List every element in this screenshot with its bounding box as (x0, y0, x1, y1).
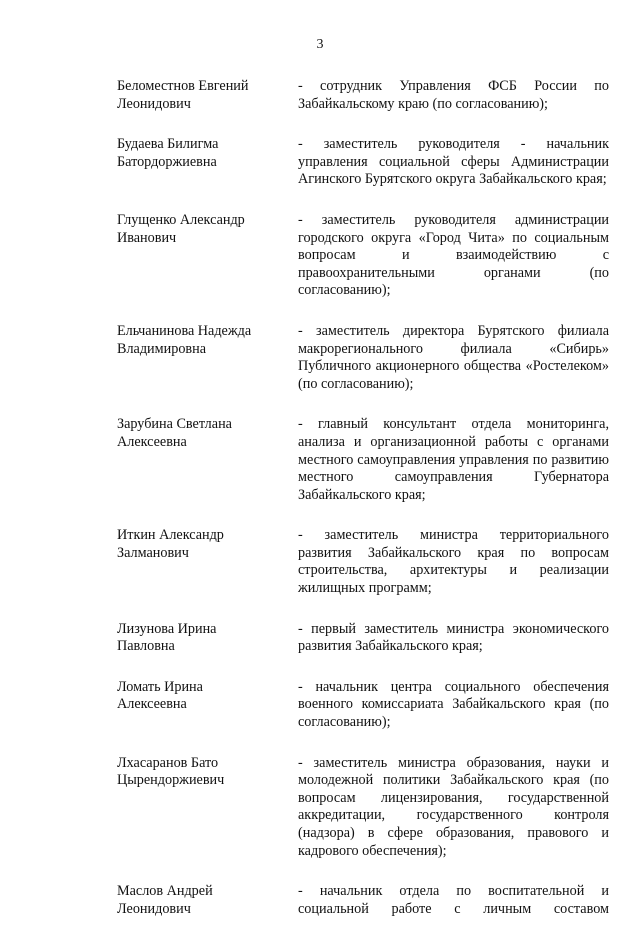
member-name-line-2: Леонидович (117, 900, 191, 917)
member-name-line-1: Будаева Билигма (117, 136, 219, 153)
member-name-line-1: Ельчанинова Надежда (117, 322, 252, 339)
member-entry (117, 527, 609, 597)
member-entry (117, 78, 609, 113)
member-role: - заместитель директора Бурятского филиала макрорегионального филиала «Сибирь» Публичного акционерного общества «Ростелеком» (по согласованию); (298, 322, 609, 392)
member-role: - заместитель руководителя - начальник управления социальной сферы Администрации Агинского Бурятского округа Забайкальского края; (298, 136, 609, 188)
member-name-line-1: Ломать Ирина (117, 678, 203, 695)
member-entry (117, 755, 609, 861)
member-role: - начальник центра социального обеспечения военного комиссариата Забайкальского края (по согласованию); (298, 678, 609, 731)
member-name-line-2: Алексеевна (117, 433, 187, 450)
member-role: - главный консультант отдела мониторинга, анализа и организационной работы с органами местного самоуправления управления по развитию местного самоуправления Губернатора Забайкальского края; (298, 416, 609, 503)
member-name (117, 527, 298, 597)
member-role: - заместитель министра территориального развития Забайкальского края по вопросам строительства, архитектуры и реализации жилищных программ; (298, 527, 609, 597)
member-entry (117, 212, 609, 300)
member-entry (117, 621, 609, 656)
member-name (117, 323, 298, 393)
member-entry (117, 416, 609, 504)
member-name-line-1: Иткин Александр (117, 527, 224, 544)
member-entry (117, 323, 609, 393)
member-entry (117, 679, 609, 732)
member-name-line-2: Залманович (117, 544, 189, 561)
member-name-line-1: Лхасаранов Бато (117, 754, 219, 771)
member-entry (117, 136, 609, 189)
member-name-line-1: Глущенко Александр (117, 211, 245, 228)
member-role: - заместитель министра образования, науки и молодежной политики Забайкальского края (по вопросам лицензирования, государственной аккредитации, государственного контроля (надзора) в сфере образования, правового и кадрового обеспечения); (298, 754, 609, 859)
member-name-line-2: Батордоржиевна (117, 153, 217, 170)
member-name (117, 883, 298, 918)
member-name-line-2: Павловна (117, 638, 175, 655)
member-name-line-1: Маслов Андрей (117, 883, 213, 900)
member-list (117, 78, 609, 941)
member-name (117, 136, 298, 189)
member-name-line-2: Леонидович (117, 95, 191, 112)
member-role: - начальник отдела по воспитательной и социальной работе с личным составом (298, 883, 609, 917)
member-name-line-1: Лизунова Ирина (117, 620, 217, 637)
member-name-line-2: Владимировна (117, 340, 206, 357)
member-name-line-1: Зарубина Светлана (117, 416, 232, 433)
member-name-line-1: Беломестнов Евгений (117, 78, 249, 94)
member-name-line-2: Алексеевна (117, 696, 187, 713)
member-name (117, 621, 298, 656)
page-number: 3 (316, 37, 324, 52)
member-role: - заместитель руководителя администрации городского округа «Город Чита» по социальным вопросам и взаимодействию с правоохранительными органами (по согласованию); (298, 211, 609, 299)
member-name-line-2: Цырендоржиевич (117, 772, 225, 789)
member-role: - сотрудник Управления ФСБ России по Забайкальскому краю (по согласованию); (298, 78, 609, 112)
member-name (117, 212, 298, 300)
member-name-line-2: Иванович (117, 229, 177, 246)
member-role: - первый заместитель министра экономического развития Забайкальского края; (298, 620, 609, 655)
member-name (117, 679, 298, 732)
member-name (117, 78, 298, 113)
member-entry (117, 883, 609, 918)
member-name (117, 416, 298, 504)
member-name (117, 755, 298, 861)
